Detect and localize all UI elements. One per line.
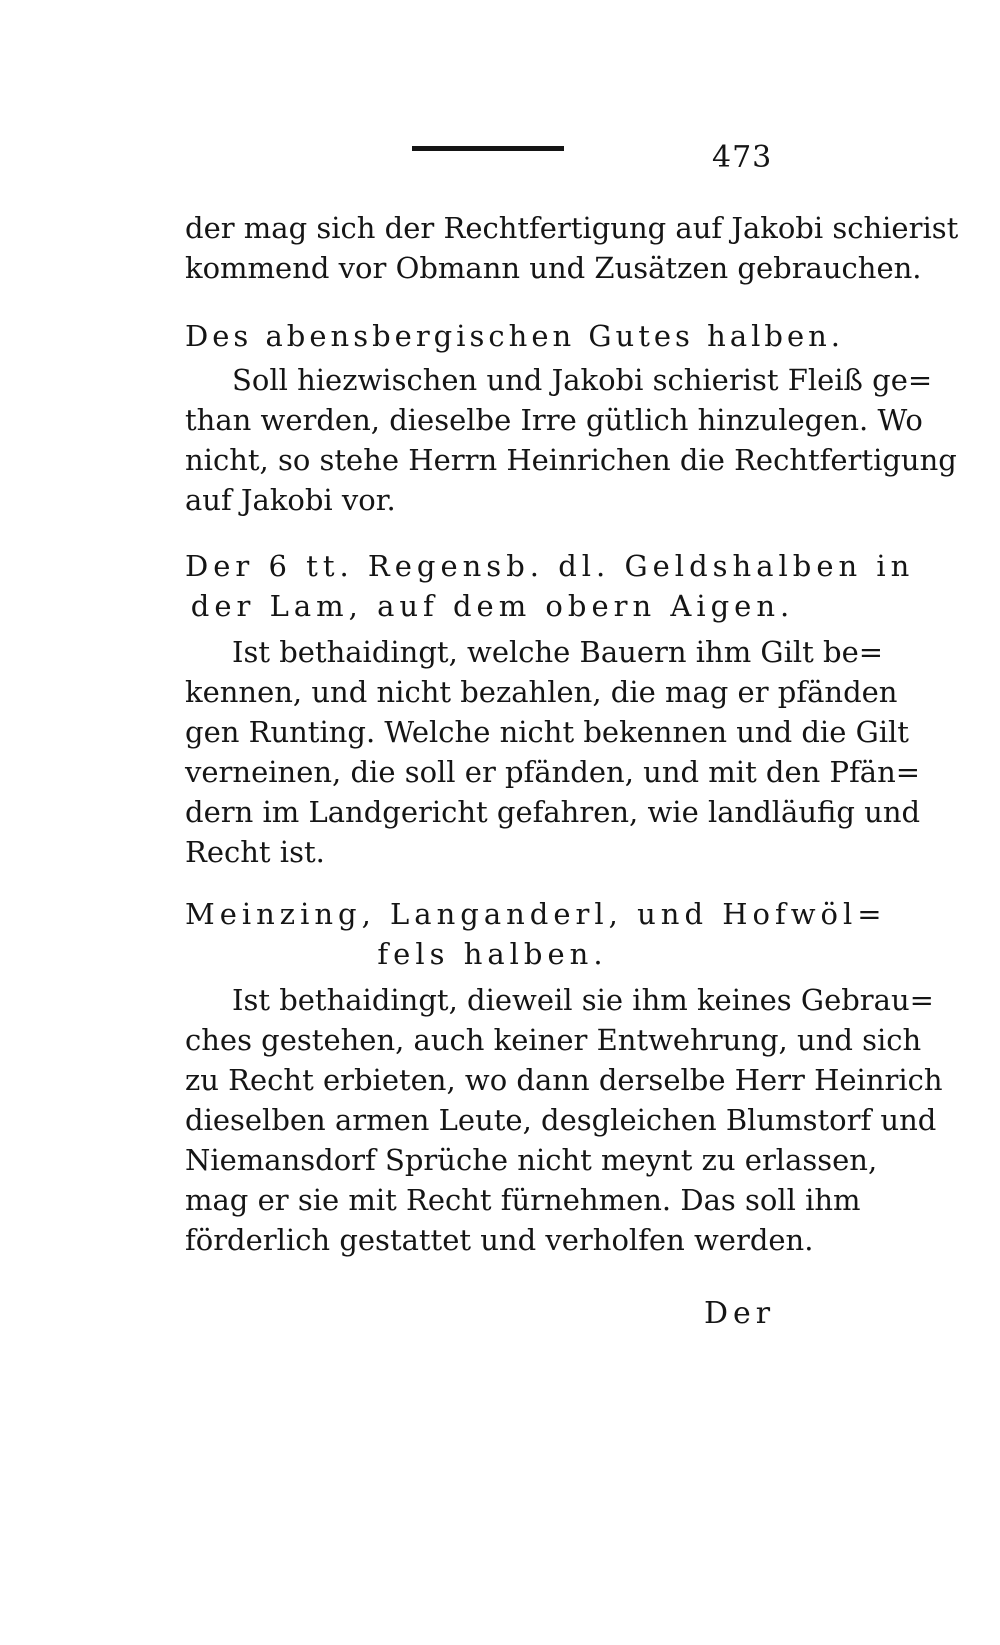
section-heading: fels halben. bbox=[377, 937, 608, 971]
text-line: förderlich gestattet und verholfen werden. bbox=[185, 1223, 814, 1257]
text-line: Ist bethaidingt, dieweil sie ihm keines Gebrau= bbox=[232, 983, 934, 1017]
section-heading: Meinzing, Langanderl, und Hofwöl= bbox=[185, 897, 887, 931]
section-heading: Der 6 tt. Regensb. dl. Geldshalben in bbox=[185, 549, 915, 583]
text-line: der mag sich der Rechtfertigung auf Jakobi schierist bbox=[185, 211, 959, 245]
text-line: Ist bethaidingt, welche Bauern ihm Gilt be= bbox=[232, 635, 884, 669]
section-heading: Des abensbergischen Gutes halben. bbox=[185, 319, 844, 353]
section-heading: der Lam, auf dem obern Aigen. bbox=[190, 589, 795, 623]
header-rule bbox=[412, 146, 564, 151]
text-line: Soll hiezwischen und Jakobi schierist Fleiß ge= bbox=[232, 363, 933, 397]
text-line: than werden, dieselbe Irre gütlich hinzulegen. Wo bbox=[185, 403, 923, 437]
text-line: nicht, so stehe Herrn Heinrichen die Rechtfertigung bbox=[185, 443, 957, 477]
catchword: Der bbox=[704, 1296, 776, 1331]
text-line: kennen, und nicht bezahlen, die mag er pfänden bbox=[185, 675, 898, 709]
text-line: zu Recht erbieten, wo dann derselbe Herr Heinrich bbox=[185, 1063, 943, 1097]
text-line: dieselben armen Leute, desgleichen Blumstorf und bbox=[185, 1103, 937, 1137]
text-line: Recht ist. bbox=[185, 835, 325, 869]
text-line: verneinen, die soll er pfänden, und mit den Pfän= bbox=[185, 755, 921, 789]
text-line: mag er sie mit Recht fürnehmen. Das soll ihm bbox=[185, 1183, 861, 1217]
text-line: auf Jakobi vor. bbox=[185, 483, 396, 517]
text-line: kommend vor Obmann und Zusätzen gebrauchen. bbox=[185, 251, 922, 285]
text-line: ches gestehen, auch keiner Entwehrung, und sich bbox=[185, 1023, 922, 1057]
text-line: Niemansdorf Sprüche nicht meynt zu erlassen, bbox=[185, 1143, 878, 1177]
text-line: gen Runting. Welche nicht bekennen und die Gilt bbox=[185, 715, 909, 749]
text-line: dern im Landgericht gefahren, wie landläufig und bbox=[185, 795, 921, 829]
page-number: 473 bbox=[712, 140, 773, 175]
